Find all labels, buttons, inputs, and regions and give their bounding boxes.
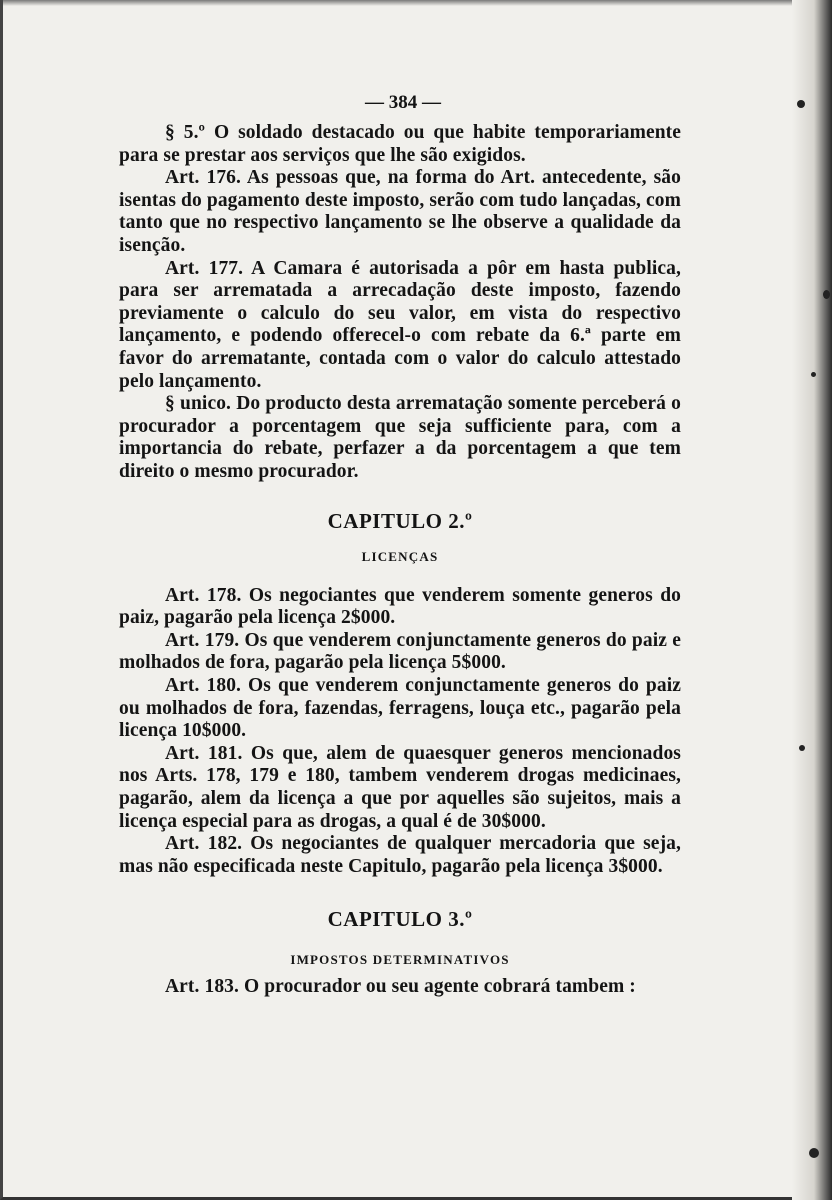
paragraph-art-181: Art. 181. Os que, alem de quaesquer generos mencionados nos Arts. 178, 179 e 180, tambem venderem drogas medicinaes, pagarão, alem da licença a que por aquelles são sujeitos, mais a licença especial para as drogas, a qual é de 30$000. [119, 742, 681, 832]
chapter-3-heading: CAPITULO 3.º [327, 907, 473, 932]
paragraph-art-179: Art. 179. Os que venderem conjunctamente generos do paiz e molhados de fora, pagarão pela licença 5$000. [119, 629, 681, 674]
paragraph-art-176: Art. 176. As pessoas que, na forma do Art. antecedente, são isentas do pagamento deste imposto, serão com tudo lançadas, com tanto que no respectivo lançamento se lhe observe a qualidade da isenção. [119, 167, 681, 256]
paragraph-art-178: Art. 178. Os negociantes que venderem somente generos do paiz, pagarão pela licença 2$000. [119, 584, 681, 629]
page-top-edge [3, 0, 832, 6]
paragraph-section-unico: § unico. Do producto desta arrematação somente perceberá o procurador a porcentagem que seja sufficiente para, com a importancia do rebate, perfazer a da porcentagem a que tem direito o mesmo procurador. [119, 393, 681, 482]
page-binding-edge [792, 0, 832, 1200]
ink-speck [823, 290, 830, 299]
ink-speck [811, 372, 816, 377]
ink-speck [797, 100, 805, 108]
page-number-text: — 384 — [365, 92, 441, 113]
paragraph-art-182: Art. 182. Os negociantes de qualquer mercadoria que seja, mas não especificada neste Capitulo, pagarão pela licença 3$000. [119, 833, 681, 877]
chapter-3-subheading: IMPOSTOS DETERMINATIVOS [290, 952, 510, 967]
paragraph-art-177: Art. 177. A Camara é autorisada a pôr em hasta publica, para ser arrematada a arrecadação deste imposto, fazendo previamente o calculo do seu valor, em vista do respectivo lançamento, e podendo offerecel-o com rebate da 6.ª parte em favor do arrematante, contada com o valor do calculo attestado pelo lançamento. [119, 257, 681, 392]
page-body [119, 88, 681, 998]
ink-speck [809, 1148, 819, 1158]
paragraph-art-180: Art. 180. Os que venderem conjunctamente generos do paiz ou molhados de fora, fazendas, ferragens, louça etc., pagarão pela licença 10$000. [119, 675, 681, 742]
paragraph-art-183: Art. 183. O procurador ou seu agente cobrará tambem : [165, 975, 636, 997]
chapter-2-heading: CAPITULO 2.º [327, 508, 473, 533]
paragraph-section-5: § 5.º O soldado destacado ou que habite temporariamente para se prestar aos serviços que lhe são exigidos. [119, 122, 681, 166]
ink-speck [799, 745, 805, 751]
chapter-2-subheading: LICENÇAS [361, 549, 439, 565]
